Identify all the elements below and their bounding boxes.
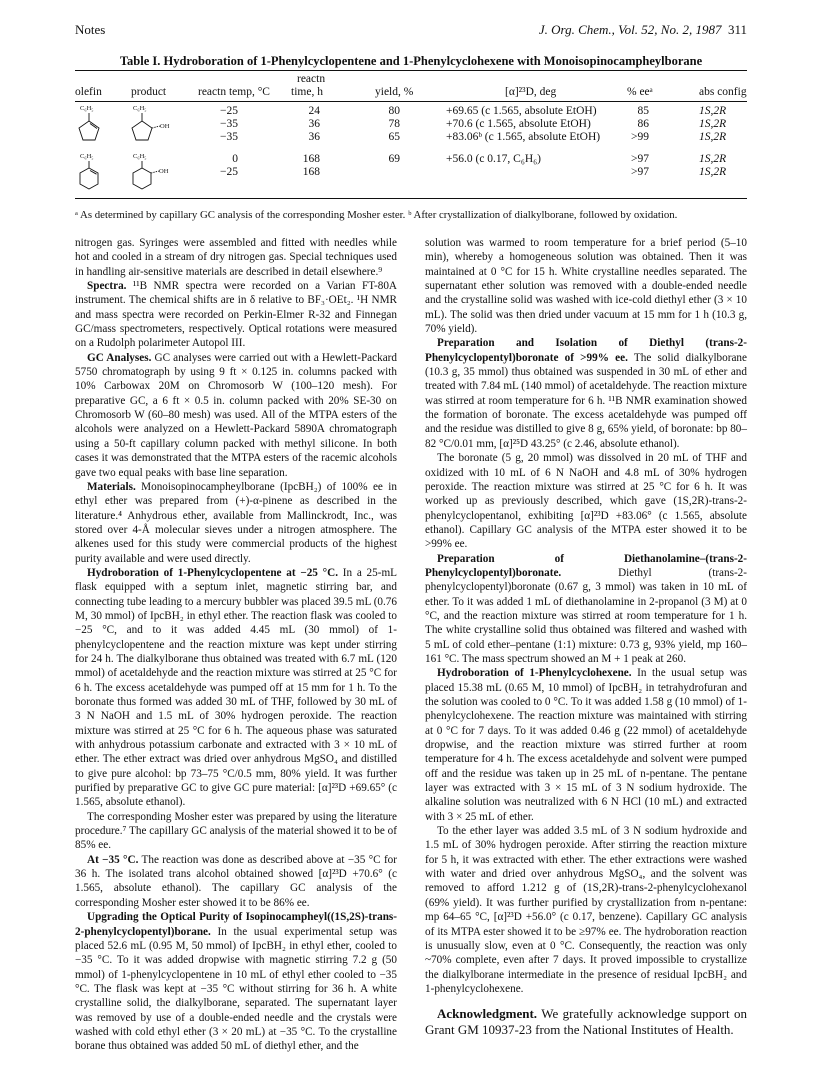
paragraph-text: solution was warmed to room temperature for a brief period (5–10 min), whereby a homogeneous solution was obtained. Then it was maintained at 0 °C for 15 h. White crystalline needles separated. The supernatant ether solution was removed with a double-ended needle and the crystalline solid was washed with ice-cold diethyl ether (3 × 10 mL). The solid was then dried under vacuum at 15 mm for 1 h (10.3 g, 70% yield). <box>425 237 747 336</box>
acknowledgment-heading: Acknowledgment. <box>437 1006 538 1022</box>
cell-time: 36 <box>308 118 320 130</box>
paragraph <box>75 810 397 853</box>
cell-config: 1S,2R <box>699 105 727 117</box>
cell-config: 1S,2R <box>699 153 727 165</box>
paragraph-heading: Materials. <box>87 480 136 493</box>
header-time-top: reactn <box>297 73 326 85</box>
phenylcyclohexene-structure <box>77 152 121 198</box>
hydroxyl-label: OH <box>159 168 169 175</box>
paragraph-heading: GC Analyses. <box>87 351 152 364</box>
table-title: Table I. Hydroboration of 1-Phenylcyclopentene and 1-Phenylcyclohexene with Monoisopinocampheylborane <box>119 54 703 68</box>
table-top-rule <box>75 70 747 71</box>
paragraph-text: The reaction was done as described above at −35 °C for 36 h. The isolated trans alcohol obtained showed [α]²³D +70.6° (c 1.565, absolute ethanol). The capillary GC analysis of the corresponding Mosher ester showed it to be 86% ee. <box>75 853 397 909</box>
acknowledgment-text: We gratefully acknowledge support on Grant GM 10937-23 from the National Institutes of Health. <box>425 1006 747 1038</box>
paragraph-text: The boronate (5 g, 20 mmol) was dissolved in 20 mL of THF and oxidized with 10 mL of 6 N NaOH and 4.8 mL of 30% hydrogen peroxide. The reaction mixture was stirred at 25 °C for 6 h. It was worked up as previously described, which gave (1S,2R)-trans-2-phenylcyclopentanol, exhibiting [α]²³D +83.06° (c 1.565, absolute ethanol). Capillary GC analysis of the MTPA ester showed it to be >99% ee. <box>425 452 747 551</box>
cell-time: 168 <box>302 166 320 178</box>
header-yield: yield, % <box>375 86 414 98</box>
hydroxyl-label: OH <box>160 123 170 130</box>
table-footnote: ᵃ As determined by capillary GC analysis of the corresponding Mosher ester. ᵇ After crystallization of dialkylborane, followed by oxidation. <box>75 209 678 221</box>
cell-rotation: +83.06ᵇ (c 1.565, absolute EtOH) <box>446 131 601 143</box>
phenyl-label: C₆H₅ <box>133 105 147 112</box>
paragraph <box>75 279 397 351</box>
paragraph-heading: Upgrading the Optical Purity of Isopinocampheyl((1S,2S)-trans-2-phenylcyclopentyl)borane. <box>75 911 397 938</box>
cell-rotation: +69.65 (c 1.565, absolute EtOH) <box>446 105 597 117</box>
paragraph-text: ¹¹B NMR spectra were recorded on a Varian FT-80A instrument. The chemical shifts are in δ relative to BF₃·OEt₂. ¹H NMR and mass spectra were recorded on Perkin-Elmer R-32 and Finnegan GC/mass spectrometers, respectively. Optical rotations were measured on a Rudolph polarimeter Autopol III. <box>75 280 397 350</box>
cell-yield: 80 <box>388 105 400 117</box>
paragraph <box>75 853 397 910</box>
paragraph-text: In the usual setup was placed 15.38 mL (0.65 M, 10 mmol) of IpcBH₂ in tetrahydrofuran and the solution was cooled to 0 °C. To it was added 1.58 g (10 mmol) of 1-phenylcyclohexene. The reaction mixture was maintained with stirring at 0 °C for 7 days. To it was added 0.46 g (22 mmol) of acetaldehyde dropwise, and the reaction mixture was stirred further at room temperature for 4 h. The excess acetaldehyde and solvent were pumped off and the residue was taken up in 25 mL of n-pentane. The pentane layer was extracted with 3 × 15 mL of 3 N sodium hydroxide. The alkaline solution was neutralized with 6 N HCl (10 mL) and extracted with 3 × 25 mL of ether. <box>425 667 747 823</box>
journal-citation: J. Org. Chem., Vol. 52, No. 2, 1987 311 <box>538 22 747 37</box>
phenyl-label: C₆H₅ <box>80 153 94 160</box>
paragraph <box>425 451 747 551</box>
paragraph-text: The solid dialkylborane (10.3 g, 35 mmol) thus obtained was suspended in 30 mL of ether and treated with 7.84 mL (140 mmol) of acetaldehyde. The reaction mixture was stirred at room temperature for 6 h. ¹¹B NMR examination showed the formation of boronate. The excess acetaldehyde was pumped off and the residue was distilled to give 8 g, 65% yield, of boronate: bp 80–82 °C/0.01 mm, [α]²⁵D 43.25° (c 2.46, absolute ethanol). <box>425 351 747 450</box>
table-header-rule <box>75 101 747 102</box>
phenylcyclopentanol-structure <box>130 104 180 146</box>
paragraph-text: In the usual experimental setup was placed 52.6 mL (0.95 M, 50 mmol) of IpcBH₂ in ethyl ether, cooled to −35 °C. To it was added dropwise with magnetic stirring 7.2 g (50 mmol) of 1-phenylcyclopentene in 10 mL of ethyl ether cooled to −35 °C. The flask was kept at −35 °C without stirring for 36 h. A white crystalline solid, the dialkylborane, separated. The supernatant layer was removed by use of a double-ended needle and the crystals were washed with cold ethyl ether (3 × 20 mL) at −35 °C. To the crystalline borane thus obtained was added 50 mL of diethyl ether, and the <box>75 925 397 1053</box>
cell-yield: 65 <box>388 131 400 143</box>
cell-temp: 0 <box>232 153 238 165</box>
header-time: time, h <box>291 86 323 98</box>
cell-ee: >97 <box>631 153 649 165</box>
paragraph <box>425 236 747 336</box>
paragraph-text: To the ether layer was added 3.5 mL of 3 N sodium hydroxide and 1.5 mL of 30% hydrogen peroxide. After stirring the reaction mixture for 5 h, it was extracted with ether. The ether extractions were washed with water and dried over anhydrous MgSO₄, and the solvent was removed to afford 1.212 g of (1S,2R)-trans-2-phenylcyclohexanol (69% yield). It was further purified by crystallization from n-pentane: mp 64–65 °C, [α]²³D +56.0° (c 0.17, benzene). Capillary GC analysis of its MTPA ester showed it to be ≥97% ee. The hydroboration reaction is unusually slow, even at 0 °C. Consequently, the reaction was only ~70% complete, even after 7 days. It proved impossible to crystallize the dialkylborane intermediate in the presence of residual IpcBH₂ and 1-phenylcyclohexene. <box>425 825 747 995</box>
paragraph <box>75 910 397 1053</box>
cell-yield: 69 <box>388 153 400 165</box>
paragraph-text: In a 25-mL flask equipped with a septum inlet, magnetic stirring bar, and connecting tube leading to a mercury bubbler was placed 39.5 mL (0.76 M, 30 mmol) of IpcBH₂ in ethyl ether. The reaction flask was cooled to −25 °C, and to it was added 4.45 mL (30 mmol) of 1-phenylcyclopentene and the reaction mixture was kept under stirring for 24 h. The dialkylborane thus obtained was treated with 6.7 mL (120 mmol) of acetaldehyde and the reaction mixture was stirred at 25 °C for 6 h. The excess acetaldehyde was pumped off at 15 mm for 1 h. To the boronate thus formed was added 30 mL of THF, followed by 30 mL of 3 N NaOH and 1.5 mL of 30% hydrogen peroxide. The reaction mixture was stirred at 25 °C for 6 h. The aqueous phase was saturated with anhydrous potassium carbonate and extracted with 3 × 10 mL of ether. The ether extract was dried over anhydrous MgSO₄ and distilled to give pure alcohol: bp 73–75 °C/0.5 mm, 80% yield. It was further purified by preparative GC to give GC pure material: [α]²³D +69.65° (c 1.565, absolute ethanol). <box>75 566 397 809</box>
cell-temp: −25 <box>220 105 238 117</box>
header-rotation: [α]²³D, deg <box>505 86 557 98</box>
header-ee: % eeᵃ <box>627 86 653 98</box>
cell-config: 1S,2R <box>699 166 727 178</box>
acknowledgment <box>425 1006 747 1038</box>
paragraph <box>75 351 397 480</box>
paragraph-text: The corresponding Mosher ester was prepared by using the literature procedure.⁷ The capillary GC analysis of the material showed it to be of 85% ee. <box>75 810 397 852</box>
cell-config: 1S,2R <box>699 131 727 143</box>
paragraph <box>75 236 397 279</box>
header-product: product <box>131 86 167 98</box>
journal-volume: Vol. 52, No. 2, 1987 <box>618 22 722 37</box>
paragraph <box>425 824 747 996</box>
phenylcyclopentene-structure <box>77 104 121 146</box>
paragraph-text: Diethyl (trans-2-phenylcyclopentyl)boronate (0.67 g, 3 mmol) was taken in 10 mL of ether. To it was added 1 mL of diethanolamine in 2-propanol (3 M) at 0 °C, and the reaction mixture was stirred at room temperature for 1 h. The white crystalline solid thus obtained was filtered and washed with 5 mL of cold ether–pentane (1:1) mixture: 0.73 g, 93% yield, mp 160–161 °C. The mass spectrum showed an M + 1 peak at 260. <box>425 566 747 665</box>
paragraph-heading: Spectra. <box>87 280 127 293</box>
paragraph-heading: Hydroboration of 1-Phenylcyclohexene. <box>437 667 632 680</box>
cell-time: 36 <box>308 131 320 143</box>
phenyl-label: C₆H₅ <box>133 153 147 160</box>
cell-ee: 86 <box>637 118 649 130</box>
paragraph-heading: Preparation of Diethanolamine–(trans-2-Phenylcyclopentyl)boronate. <box>425 552 747 579</box>
running-header <box>75 22 747 40</box>
cell-time: 168 <box>302 153 320 165</box>
paragraph <box>425 552 747 667</box>
paragraph-text: nitrogen gas. Syringes were assembled and fitted with needles while hot and cooled in a stream of dry nitrogen gas. Special techniques used in handling air-sensitive materials are described in detail elsewhere.⁹ <box>75 237 397 278</box>
right-column <box>425 236 747 1038</box>
header-temp: reactn temp, °C <box>198 86 270 98</box>
phenyl-label: C₆H₅ <box>80 105 94 112</box>
paragraph-text: GC analyses were carried out with a Hewlett-Packard 5750 chromatograph by using 9 ft × 0.125 in. columns packed with 10% Carbowax 20M on Chromosorb W (100–120 mesh). For preparative GC, a 6 ft × 0.5 in. column packed with 20% SE-30 on Chromosorb W (60–80 mesh) was used. All of the MTPA esters of the alcohols were analyzed on a Hewlett-Packard 5890A chromatograph using a 50-ft capillary column packed with methyl silicone. In both cases it was demonstrated that the MTPA esters of the racemic alcohols gave two equal peaks with base line separation. <box>75 351 397 479</box>
cell-config: 1S,2R <box>699 118 727 130</box>
paragraph <box>75 566 397 810</box>
cell-rotation: +56.0 (c 0.17, C₆H₆) <box>446 153 541 165</box>
cell-temp: −25 <box>220 166 238 178</box>
cell-ee: >97 <box>631 166 649 178</box>
header-olefin: olefin <box>75 86 102 98</box>
paragraph-heading: Hydroboration of 1-Phenylcyclopentene at −25 °C. <box>87 566 338 579</box>
left-column <box>75 236 397 1054</box>
cell-ee: 85 <box>637 105 649 117</box>
data-table <box>75 70 747 205</box>
table-bottom-rule <box>75 198 747 199</box>
paragraph <box>425 336 747 451</box>
cell-time: 24 <box>308 105 320 117</box>
section-label: Notes <box>75 22 106 37</box>
header-config: abs config <box>699 86 747 98</box>
phenylcyclohexanol-structure <box>130 152 180 198</box>
cell-yield: 78 <box>388 118 400 130</box>
paragraph-text: Monoisopinocampheylborane (IpcBH₂) of 100% ee in ethyl ether was prepared from (+)-α-pinene as described in the literature.⁴ Anhydrous ether, available from Mallinckrodt, Inc., was stored over 4-Å molecular sieves under a nitrogen atmosphere. The alkenes used for this study were commercial products of the highest purity available and were used directly. <box>75 480 397 565</box>
paragraph <box>425 666 747 824</box>
cell-temp: −35 <box>220 131 238 143</box>
journal-name: J. Org. Chem. <box>538 22 612 37</box>
paragraph-heading: At −35 °C. <box>87 853 139 866</box>
cell-rotation: +70.6 (c 1.565, absolute EtOH) <box>446 118 591 130</box>
paragraph <box>75 480 397 566</box>
cell-ee: >99 <box>631 131 649 143</box>
paragraph-heading: Preparation and Isolation of Diethyl (trans-2-Phenylcyclopentyl)boronate of >99% ee. <box>425 337 747 364</box>
page-number: 311 <box>727 22 747 37</box>
cell-temp: −35 <box>220 118 238 130</box>
